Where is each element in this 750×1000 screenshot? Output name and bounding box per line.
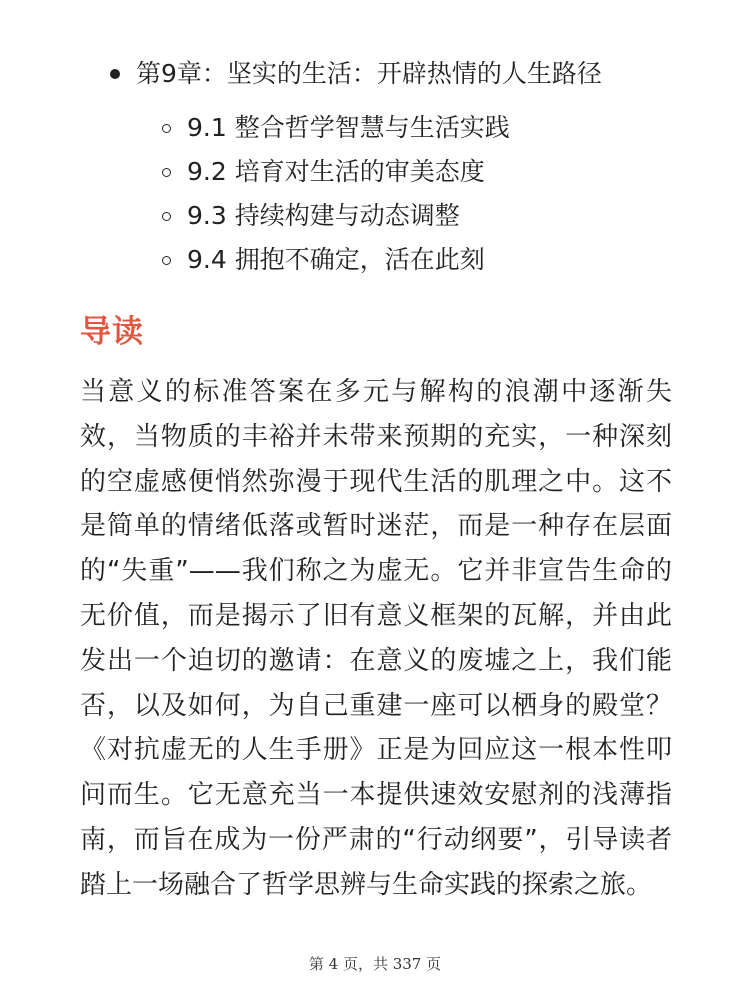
toc-section-item	[162, 150, 510, 194]
toc-chapter-item	[110, 52, 602, 96]
page-indicator: 第 4 页，共 337 页	[308, 955, 442, 973]
bullet-circle-icon	[162, 212, 171, 221]
toc-section-item	[162, 194, 510, 238]
intro-paragraph: 当意义的标准答案在多元与解构的浪潮中逐渐失效，当物质的丰裕并未带来预期的充实，一种深刻的空虚感便悄然弥漫于现代生活的肌理之中。这不是简单的情绪低落或暂时迷茫，而是一种存在层面的“失重”——我们称之为虚无。它并非宣告生命的无价值，而是揭示了旧有意义框架的瓦解，并由此发出一个迫切的邀请：在意义的废墟之上，我们能否，以及如何，为自己重建一座可以栖身的殿堂？《对抗虚无的人生手册》正是为回应这一根本性叩问而生。它无意充当一本提供速效安慰剂的浅薄指南，而旨在成为一份严肃的“行动纲要”，引导读者踏上一场融合了哲学思辨与生命实践的探索之旅。	[80, 377, 672, 900]
toc-section-label: 9.3 持续构建与动态调整	[187, 201, 460, 230]
bullet-disc-icon	[110, 69, 120, 79]
toc-section-label: 9.2 培育对生活的审美态度	[187, 157, 485, 186]
toc-section-item	[162, 106, 510, 150]
bullet-circle-icon	[162, 168, 171, 177]
bullet-circle-icon	[162, 124, 171, 133]
toc-chapter-label: 第9章：坚实的生活：开辟热情的人生路径	[136, 59, 602, 88]
toc-section-item	[162, 238, 510, 282]
toc-section-label: 9.4 拥抱不确定，活在此刻	[187, 245, 485, 274]
section-heading: 导读	[80, 314, 144, 350]
toc-section-list	[162, 106, 510, 282]
bullet-circle-icon	[162, 256, 171, 265]
toc-section-label: 9.1 整合哲学智慧与生活实践	[187, 113, 510, 142]
